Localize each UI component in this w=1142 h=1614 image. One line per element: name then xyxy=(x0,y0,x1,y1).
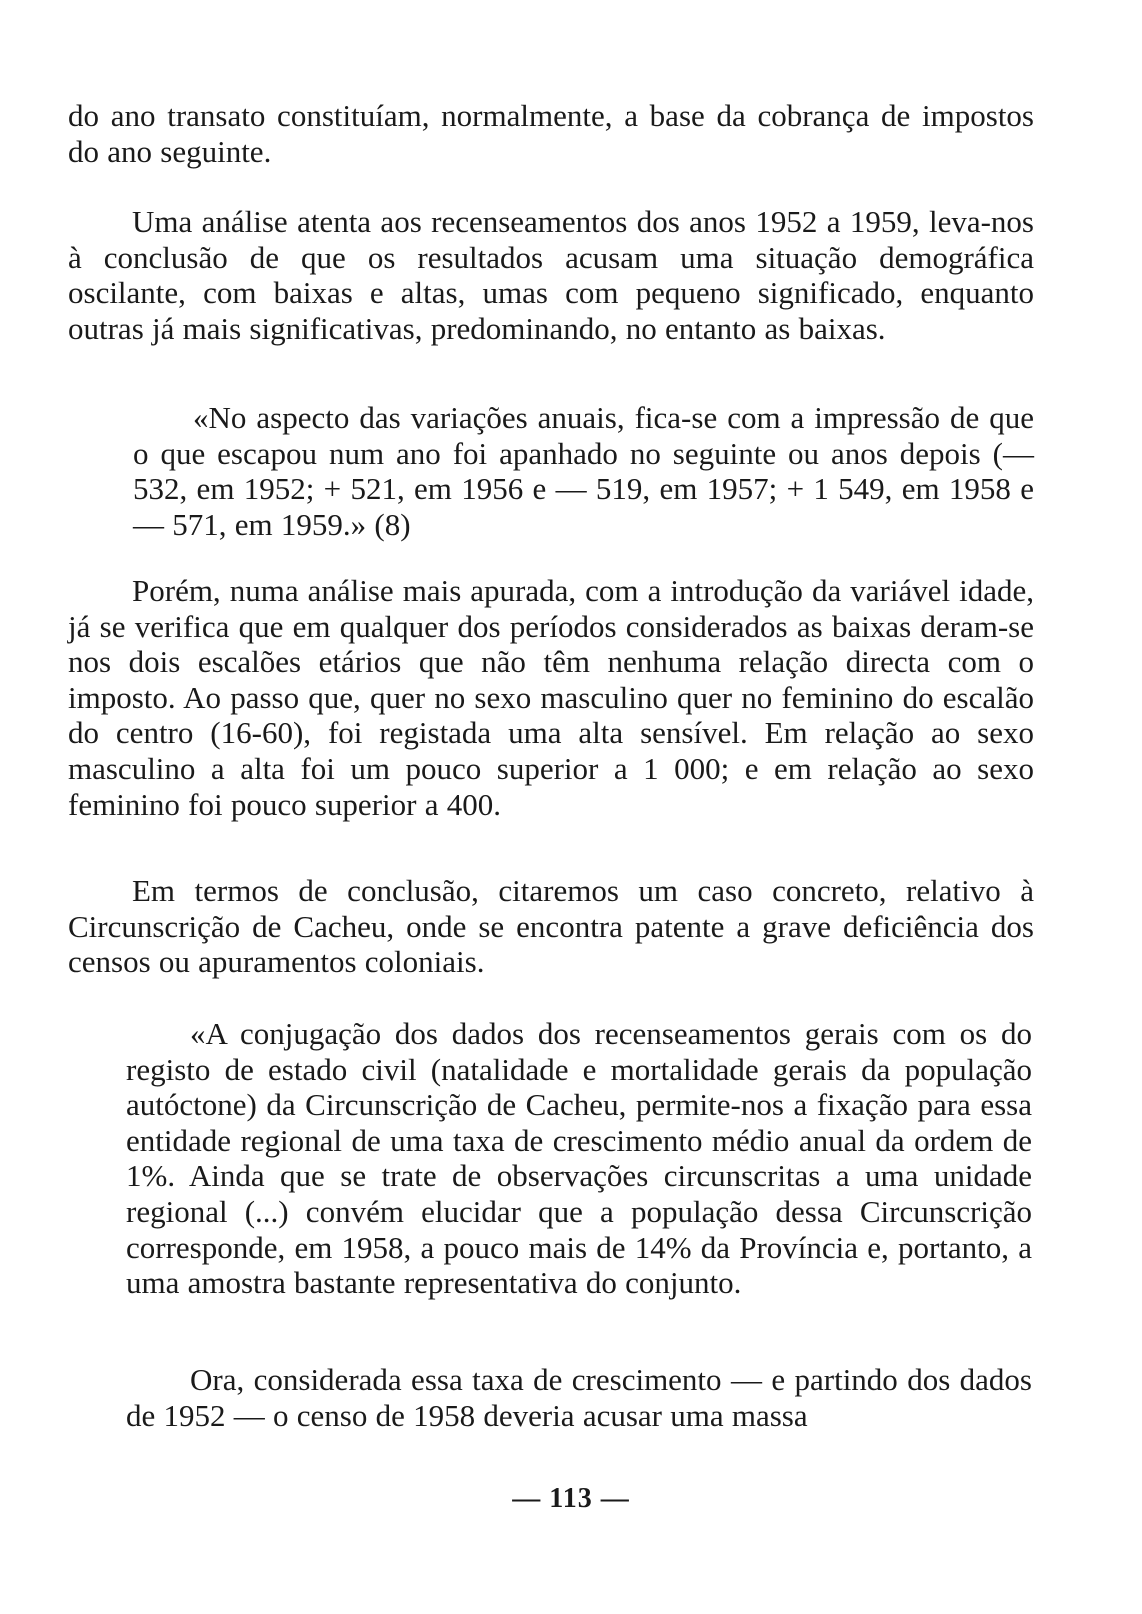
quote-census-1958: Ora, considerada essa taxa de crescimento — e partindo dos dados de 1952 — o censo de 1958 deveria acusar uma massa xyxy=(126,1362,1032,1433)
quote-cacheu-growth-rate: «A conjugação dos dados dos recenseamentos gerais com os do registo de estado civil (natalidade e mortalidade gerais da população autóctone) da Circunscrição de Cacheu, permite-nos a fixação para essa entidade regional de uma taxa de crescimento médio anual da ordem de 1%. Ainda que se trate de observações circunscritas a uma unidade regional (...) convém elucidar que a população dessa Circunscrição corresponde, em 1958, a pouco mais de 14% da Província e, portanto, a uma amostra bastante representativa do conjunto. xyxy=(126,1016,1032,1301)
quote-annual-variations: «No aspecto das variações anuais, fica-se com a impressão de que o que escapou num ano foi apanhado no seguinte ou anos depois (— 532, em 1952; + 521, em 1956 e — 519, em 1957; + 1 549, em 1958 e — 571, em 1959.» (8) xyxy=(133,400,1034,542)
paragraph-continuation: do ano transato constituíam, normalmente, a base da cobrança de impostos do ano seguinte. xyxy=(68,98,1034,169)
paragraph-census-analysis: Uma análise atenta aos recenseamentos dos anos 1952 a 1959, leva-nos à conclusão de que os resultados acusam uma situação demográfica oscilante, com baixas e altas, umas com pequeno significado, enquanto outras já mais significativas, predominando, no entanto as baixas. xyxy=(68,204,1034,346)
paragraph-age-variable: Porém, numa análise mais apurada, com a introdução da variável idade, já se verifica que em qualquer dos períodos considerados as baixas deram-se nos dois escalões etários que não têm nenhuma relação directa com o imposto. Ao passo que, quer no sexo masculino quer no feminino do escalão do centro (16-60), foi registada uma alta sensível. Em relação ao sexo masculino a alta foi um pouco superior a 1 000; e em relação ao sexo feminino foi pouco superior a 400. xyxy=(68,573,1034,822)
paragraph-conclusion: Em termos de conclusão, citaremos um caso concreto, relativo à Circunscrição de Cacheu, onde se encontra patente a grave deficiência dos censos ou apuramentos coloniais. xyxy=(68,873,1034,980)
page-number: — 113 — xyxy=(512,1483,630,1514)
